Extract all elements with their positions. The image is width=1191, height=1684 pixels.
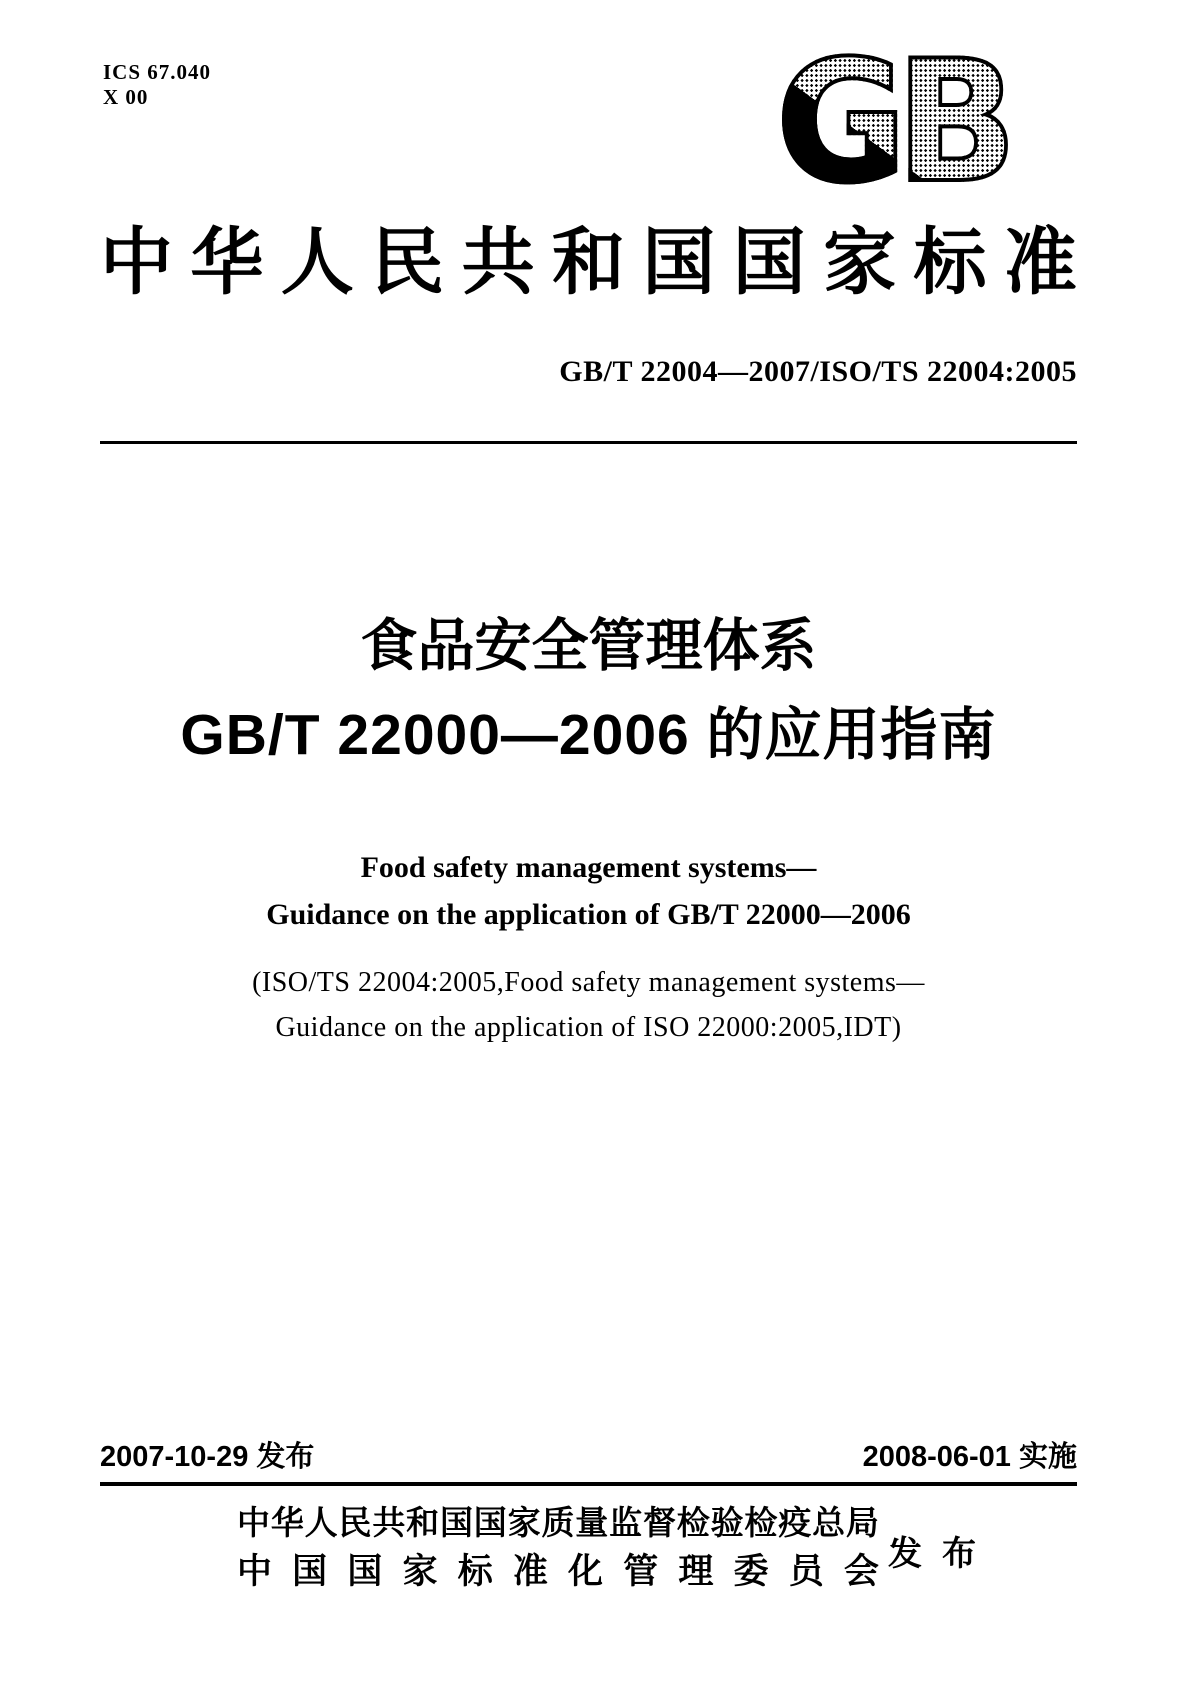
en-title-line2: Guidance on the application of GB/T 22000—2006 (266, 897, 911, 931)
publish-label: 发 布 (888, 1535, 976, 1573)
dates-row (100, 1443, 1077, 1472)
issuer-line2: 中 国 国 家 标 准 化 管 理 委 员 会 (237, 1552, 879, 1591)
implementation-date: 2008-06-01 实施 (862, 1441, 1077, 1473)
cn-title-line2: GB/T 22000—2006 的应用指南 (180, 703, 997, 767)
header-divider-rule (100, 441, 1077, 444)
iso-reference-line2: Guidance on the application of ISO 22000:2005,IDT) (275, 1012, 902, 1044)
ics-code: ICS 67.040 (103, 60, 212, 84)
ics-block (103, 60, 211, 110)
en-title-line1: Food safety management systems— (360, 851, 817, 884)
national-standard-title: 中 华 人 民 共 和 国 国 家 标 准 (100, 222, 1077, 303)
footer-divider-rule (100, 1482, 1077, 1486)
cn-title-line1: 食品安全管理体系 (360, 614, 817, 678)
iso-reference (100, 960, 1077, 1051)
cn-title (100, 614, 1077, 767)
gb-logo: GB (776, 24, 1006, 220)
standard-number: GB/T 22004—2007/ISO/TS 22004:2005 (559, 355, 1077, 388)
iso-reference-line1: (ISO/TS 22004:2005,Food safety management systems— (252, 967, 925, 998)
issuer-block (237, 1506, 879, 1589)
issuer-line1: 中 华 人 民 共 和 国 国 家 质 量 监 督 检 验 检 疫 总 局 (237, 1504, 879, 1541)
en-title (100, 845, 1077, 938)
doc-class-code: X 00 (103, 84, 149, 109)
issue-date: 2007-10-29 发布 (100, 1441, 315, 1473)
